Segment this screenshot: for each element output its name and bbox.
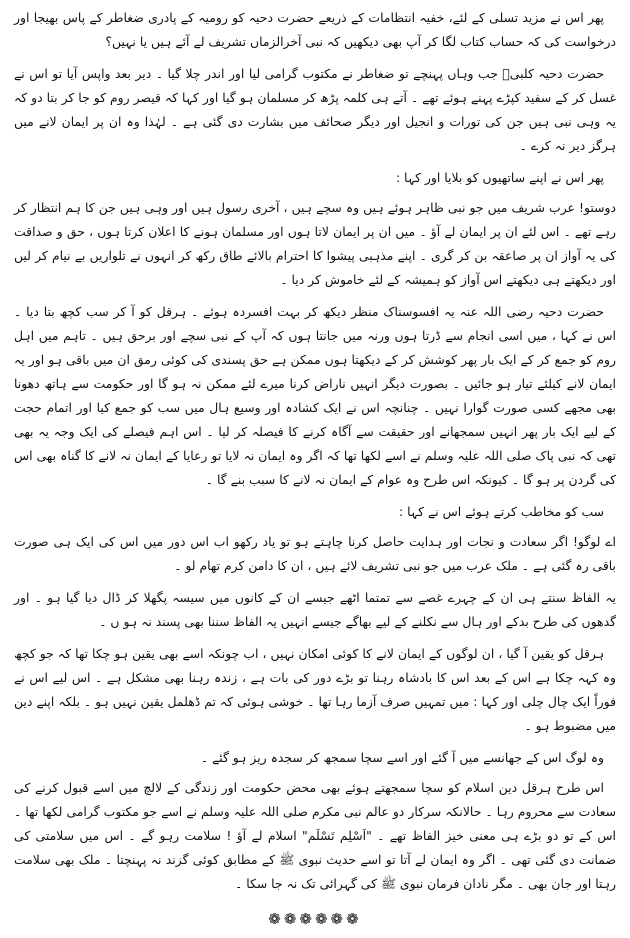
ornament-divider: ❁❁❁❁❁❁ xyxy=(268,910,362,928)
paragraph-8: یہ الفاظ سنتے ہی ان کے چہرے غصے سے تمتما اٹھے جیسے ان کے کانوں میں سیسہ پگھلا کر ڈال دیا گیا ہو ۔ اور گدھوں کی طرح بدکے اور ہال سے نکلنے کے لیے بھاگے جیسے انہیں یہ الفاظ سننا بھی پسند نہ ہو ں ۔ xyxy=(14,590,616,629)
paragraph-6: سب کو مخاطب کرتے ہوئے اس نے کہا : xyxy=(399,504,604,519)
paragraph-2: حضرت دحیہ کلبیؓ جب وہاں پہنچے تو ضغاطر نے مکتوب گرامی لیا اور اندر چلا گیا ۔ دیر بعد واپس آیا تو اس نے غسل کر کے سفید کپڑے پہنے ہوئے تھے ۔ آتے ہی کلمہ پڑھ کر مسلمان ہو گیا اور کہا کہ قیصر روم کو جا کر بتا دو کہ یہ وہی نبی ہیں جن کی تورات و انجیل اور دیگر صحائف میں بشارت دی گئی ہے ۔ لہٰذا وہ ان پر ایمان لانے میں ہرگز دیر نہ کرے ۔ xyxy=(14,66,616,153)
paragraph-7: اے لوگو! اگر سعادت و نجات اور ہدایت حاصل کرنا چاہتے ہو تو یاد رکھو اب اس دور میں اس کی ایک ہی صورت باقی رہ گئی ہے ۔ ملک عرب میں جو نبی تشریف لائے ہیں ، ان کا دامن کرم تھام لو ۔ xyxy=(14,534,616,573)
paragraph-5: حضرت دحیہ رضی اللہ عنہ یہ افسوسناک منظر دیکھ کر بہت افسردہ ہوئے ۔ ہرقل کو آ کر سب کچھ بتا دیا ۔ اس نے کہا ، میں اسی انجام سے ڈرتا ہوں ورنہ میں جانتا ہوں کہ آپ کے نبی سچے اور برحق ہیں ۔ تاہم میں اہل روم کو جمع کر کے ایک بار پھر کوشش کر کے دیکھتا ہوں ممکن ہے حق پسندی کی کوئی رمق ان میں باقی ہو اور یہ ایمان لانے کیلئے تیار ہو جائیں ۔ بصورت دیگر انہیں ناراض کرنا میرے لئے ممکن نہ ہو گا اور حکومت سے ہاتھ دھونا بھی مجھے کسی صورت گوارا نہیں ۔ چنانچہ اس نے ایک کشادہ اور وسیع ہال میں سب کو جمع کیا اور اتمام حجت کے لیے ایک بار پھر انہیں سمجھانے اور حقیقت سے آگاہ کرنے کا فیصلہ کر لیا ۔ اس اہم فیصلے کی ایک وجہ یہ بھی تھی کہ نبی پاک صلی اللہ علیہ وسلم نے اسے لکھا تھا کہ اگر وہ ایمان نہ لایا تو رعایا کے ایمان نہ لانے کا گناہ بھی اس کی گردن پر ہو گا ۔ کیونکہ اس طرح وہ عوام کے ایمان نہ لانے کا سبب بنے گا ۔ xyxy=(14,304,616,487)
paragraph-1: پھر اس نے مزید تسلی کے لئے، خفیہ انتظامات کے ذریعے حضرت دحیہ کو رومیہ کے پادری ضغاطر کے پاس بھیجا اور درخواست کی کہ حساب کتاب لگا کر آپ بھی دیکھیں کہ نبی آخرالزماں تشریف لے آئے ہیں یا نہیں؟ xyxy=(14,10,616,49)
paragraph-9: ہرقل کو یقین آ گیا ، ان لوگوں کے ایمان لانے کا کوئی امکان نہیں ، اب چونکہ اسے بھی یقین ہو چکا تھا کہ جو کچھ وہ کہہ چکا ہے اس کے بعد اس کا بادشاہ رہنا تو بڑے دور کی بات ہے ، زندہ رہنا بھی مشکل ہے ۔ اس لیے اس نے فوراً ایک چال چلی اور کہا : میں تمہیں صرف آزما رہا تھا ۔ خوشی ہوئی کہ تم ڈھلمل یقین نہیں ہو ۔ بلکہ اپنے دین میں مضبوط ہو ۔ xyxy=(14,646,616,733)
paragraph-11: اس طرح ہرقل دین اسلام کو سچا سمجھتے ہوئے بھی محض حکومت اور زندگی کے لالچ میں اسے قبول کرنے کی سعادت سے محروم رہا ۔ حالانکہ سرکار دو عالم نبی مکرم صلی اللہ علیہ وسلم نے اسے جو مکتوب گرامی لکھا تھا ۔ اس کے تو دو بڑے ہی معنی خیز الفاظ تھے ۔ "اَسْلِم تَسْلَم" اسلام لے آؤ ! سلامت رہو گے ۔ اس میں سلامتی کی ضمانت دی گئی تھی ۔ اگر وہ ایمان لے آتا تو اسے حدیث نبوی ﷺ کے مطابق کوئی گزند نہ پہنچتا ۔ ملک بھی سلامت رہتا اور جان بھی ۔ مگر نادان فرمان نبوی ﷺ کی گہرائی تک نہ جا سکا ۔ xyxy=(14,780,616,891)
paragraph-3: پھر اس نے اپنے ساتھیوں کو بلایا اور کہا : xyxy=(395,170,604,185)
paragraph-10: وہ لوگ اس کے جھانسے میں آ گئے اور اسے سچا سمجھ کر سجدہ ریز ہو گئے ۔ xyxy=(200,750,604,765)
paragraph-4: دوستو! عرب شریف میں جو نبی ظاہر ہوئے ہیں وہ سچے ہیں ، آخری رسول ہیں اور وہی ہیں جن کا ہم انتظار کر رہے تھے ۔ اس لئے ان پر ایمان لے آؤ ۔ میں ان پر ایمان لاتا ہوں اور مسلمان ہونے کا اعلان کرتا ہوں ، حق و صداقت کی یہ آواز ان پر صاعقہ بن کر گری ۔ اپنے مذہبی پیشوا کا احترام بالائے طاق رکھ کر انہوں نے تلواریں بے نیام کر لیں اور دیکھتے ہی دیکھتے اس آواز کو ہمیشہ کے لئے خاموش کر دیا ۔ xyxy=(14,200,616,287)
